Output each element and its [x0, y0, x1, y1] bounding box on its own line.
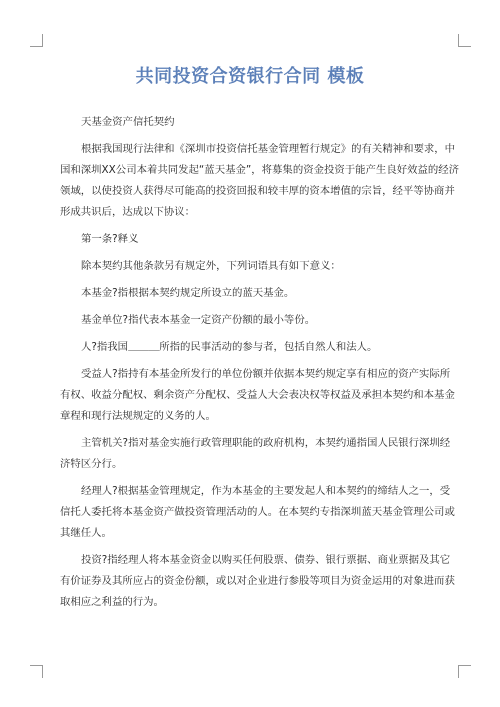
paragraph-definitions-intro: 除本契约其他条款另有规定外，下列词语具有如下意义：	[81, 260, 341, 272]
paragraph-heading: 天基金资产信托契约	[81, 116, 175, 128]
document-title: 共同投资合资银行合同 模板	[135, 66, 365, 87]
document-body	[60, 112, 460, 619]
paragraph-def-unit: 基金单位?指代表本基金一定资产份额的最小等份。	[81, 314, 316, 326]
paragraph-def-fund: 本基金?指根据本契约规定所设立的蓝天基金。	[81, 287, 295, 299]
crop-mark-top-right	[458, 34, 471, 47]
paragraph-def-investment: 投资?指经理人将本基金资金以购买任何股票、债券、银行票据、商业票据及其它有价证券及其所应占的资金份额，或以对企业进行参股等项目为资金运用的对象进而获取相应之利益的行为。	[60, 554, 455, 608]
paragraph-def-beneficiary: 受益人?指持有本基金所发行的单位份额并依据本契约规定享有相应的资产实际所有权、收益分配权、剩余资产分配权、受益人大会表决权等权益及承担本契约和本基金章程和现行法规规定的义务的人。	[60, 368, 455, 422]
crop-mark-top-left	[30, 34, 43, 47]
crop-mark-bottom-right	[458, 665, 471, 678]
paragraph-preamble: 根据我国现行法律和《深圳市投资信托基金管理暂行规定》的有关精神和要求，中国和深圳XX公司本着共同发起“蓝天基金”，将募集的资金投资于能产生良好效益的经济领域，以使投资人获得尽可能高的投资回报和较丰厚的资本增值的宗旨，经平等协商并形成共识后，达成以下协议：	[60, 143, 460, 218]
paragraph-def-person: 人?指我国＿＿＿所指的民事活动的参与者，包括自然人和法人。	[81, 341, 378, 353]
paragraph-def-authority: 主管机关?指对基金实施行政管理职能的政府机构，本契约通指国人民银行深圳经济特区分行。	[60, 437, 451, 470]
paragraph-article-1: 第一条?释义	[81, 233, 139, 245]
paragraph-def-manager: 经理人?根据基金管理规定，作为本基金的主要发起人和本契约的缔结人之一，受信托人委托将本基金资产做投资管理活动的人。在本契约专指深圳蓝天基金管理公司或其继任人。	[60, 485, 455, 539]
crop-mark-bottom-left	[30, 665, 43, 678]
